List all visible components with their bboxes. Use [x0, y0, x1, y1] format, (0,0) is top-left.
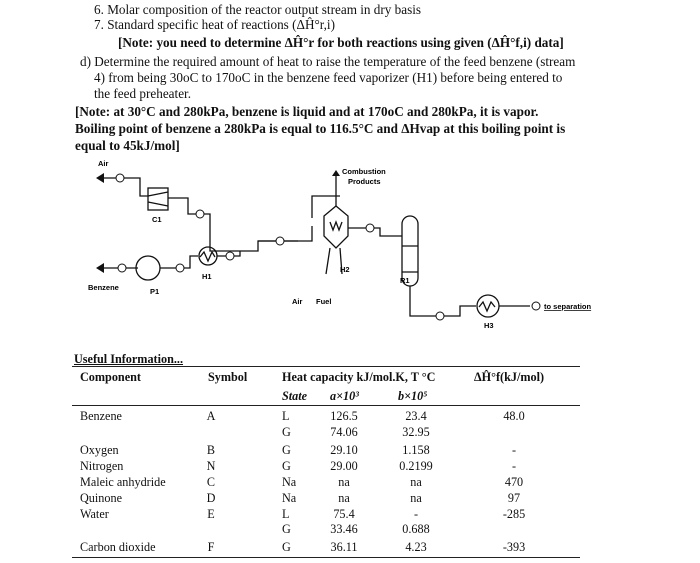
stream-6-marker: [226, 252, 234, 260]
table-cell-component: Maleic anhydride: [80, 475, 166, 489]
label-to-separation: to separation: [544, 302, 592, 311]
table-cell-a: 33.46: [330, 522, 358, 536]
table-cell-a: 36.11: [330, 540, 358, 554]
label-products: Products: [348, 177, 381, 186]
label-air-burner: Air: [292, 297, 303, 306]
table-cell-a: na: [338, 491, 350, 505]
table-cell-component: Carbon dioxide: [80, 540, 156, 554]
table-cell-component: Benzene: [80, 409, 122, 423]
table-cell-b: na: [410, 491, 422, 505]
header-heat-capacity: Heat capacity kJ/mol.K, T °C: [282, 370, 436, 384]
header-b: b×10⁵: [398, 389, 428, 403]
table-cell-symbol: C: [206, 475, 216, 489]
stream-5-marker: [176, 264, 184, 272]
header-symbol: Symbol: [208, 370, 248, 384]
label-c1: C1: [152, 215, 162, 224]
air-stream-line: [102, 178, 148, 196]
stream-8-marker: [366, 224, 374, 232]
table-cell-b: 32.95: [402, 425, 430, 439]
note-reactions: [Note: you need to determine ΔĤ°r for both reactions using given (ΔĤ°f,i) data]: [118, 35, 564, 50]
table-cell-dhf: -285: [502, 507, 526, 521]
table-bottom-rule: [72, 557, 580, 558]
label-fuel: Fuel: [316, 297, 332, 306]
label-h2: H2: [340, 265, 350, 274]
table-cell-state: L: [282, 409, 290, 423]
table-cell-a: 29.10: [330, 443, 358, 457]
header-component: Component: [80, 370, 141, 384]
question-d-line3: the feed preheater.: [94, 86, 192, 101]
process-flow-diagram: [80, 156, 620, 352]
compressor-c1: [148, 188, 168, 210]
question-d-line2: 4) from being 30oC to 170oC in the benzene feed vaporizer (H1) before being entered to: [94, 70, 563, 85]
table-cell-state: Na: [282, 475, 297, 489]
table-cell-dhf: -: [511, 443, 517, 457]
table-cell-state: G: [282, 522, 291, 536]
table-cell-symbol: F: [207, 540, 215, 554]
stream-1-marker: [116, 174, 124, 182]
header-dhf: ΔĤ°f(kJ/mol): [474, 370, 545, 384]
table-cell-a: 75.4: [333, 507, 355, 521]
table-cell-state: L: [282, 507, 290, 521]
table-cell-a: 74.06: [330, 425, 358, 439]
table-cell-state: G: [282, 459, 291, 473]
table-cell-dhf: -: [511, 459, 517, 473]
note-benzene-line1: [Note: at 30°C and 280kPa, benzene is liquid and at 170oC and 280kPa, it is vapor.: [75, 104, 539, 119]
table-cell-a: 126.5: [330, 409, 358, 423]
table-cell-b: na: [410, 475, 422, 489]
stream-7-marker: [276, 237, 284, 245]
label-h1: H1: [202, 272, 212, 281]
label-combustion: Combustion: [342, 167, 386, 176]
stream-9-marker: [436, 312, 444, 320]
table-cell-state: G: [282, 540, 291, 554]
note-benzene-line3: equal to 45kJ/mol]: [75, 138, 180, 153]
table-cell-component: Oxygen: [80, 443, 119, 457]
question-d-line1: d) Determine the required amount of heat to raise the temperature of the feed benzene (stream: [80, 54, 576, 69]
table-heading: Useful Information...: [74, 352, 184, 366]
table-cell-state: Na: [282, 491, 297, 505]
table-cell-dhf: 470: [504, 475, 524, 489]
label-air: Air: [98, 159, 109, 168]
table-cell-symbol: A: [206, 409, 216, 423]
table-cell-a: 29.00: [330, 459, 358, 473]
table-cell-b: 0.2199: [399, 459, 433, 473]
table-cell-dhf: 97: [507, 491, 521, 505]
item-6: 6. Molar composition of the reactor output stream in dry basis: [94, 2, 422, 17]
stream-2-marker: [196, 210, 204, 218]
furnace-h2: [324, 206, 348, 248]
table-cell-component: Nitrogen: [80, 459, 124, 473]
header-a: a×10³: [330, 389, 359, 403]
table-top-rule: [72, 366, 580, 367]
table-cell-symbol: D: [206, 491, 216, 505]
table-cell-component: Quinone: [80, 491, 122, 505]
table-cell-state: G: [282, 425, 291, 439]
stream-10-marker: [532, 302, 540, 310]
table-cell-symbol: B: [206, 443, 216, 457]
table-cell-b: 1.158: [402, 443, 430, 457]
label-h3: H3: [484, 321, 494, 330]
note-benzene-line2: Boiling point of benzene a 280kPa is equal to 116.5°C and ΔHvap at this boiling point is: [75, 121, 566, 136]
table-cell-b: 0.688: [402, 522, 430, 536]
pump-p1: [136, 256, 160, 280]
table-cell-b: 4.23: [405, 540, 427, 554]
table-header-rule: [72, 405, 580, 406]
label-benzene: Benzene: [88, 283, 119, 292]
table-cell-symbol: N: [206, 459, 216, 473]
table-cell-b: 23.4: [405, 409, 427, 423]
table-cell-b: -: [413, 507, 419, 521]
table-cell-a: na: [338, 475, 350, 489]
label-p1: P1: [150, 287, 160, 296]
table-cell-component: Water: [80, 507, 109, 521]
item-7: 7. Standard specific heat of reactions (ΔĤ°r,i): [94, 17, 335, 32]
table-cell-dhf: 48.0: [503, 409, 525, 423]
table-cell-state: G: [282, 443, 291, 457]
stream-4-marker: [118, 264, 126, 272]
header-state: State: [282, 389, 308, 403]
label-r1: R1: [400, 276, 410, 285]
table-cell-dhf: -393: [502, 540, 526, 554]
table-cell-symbol: E: [207, 507, 215, 521]
